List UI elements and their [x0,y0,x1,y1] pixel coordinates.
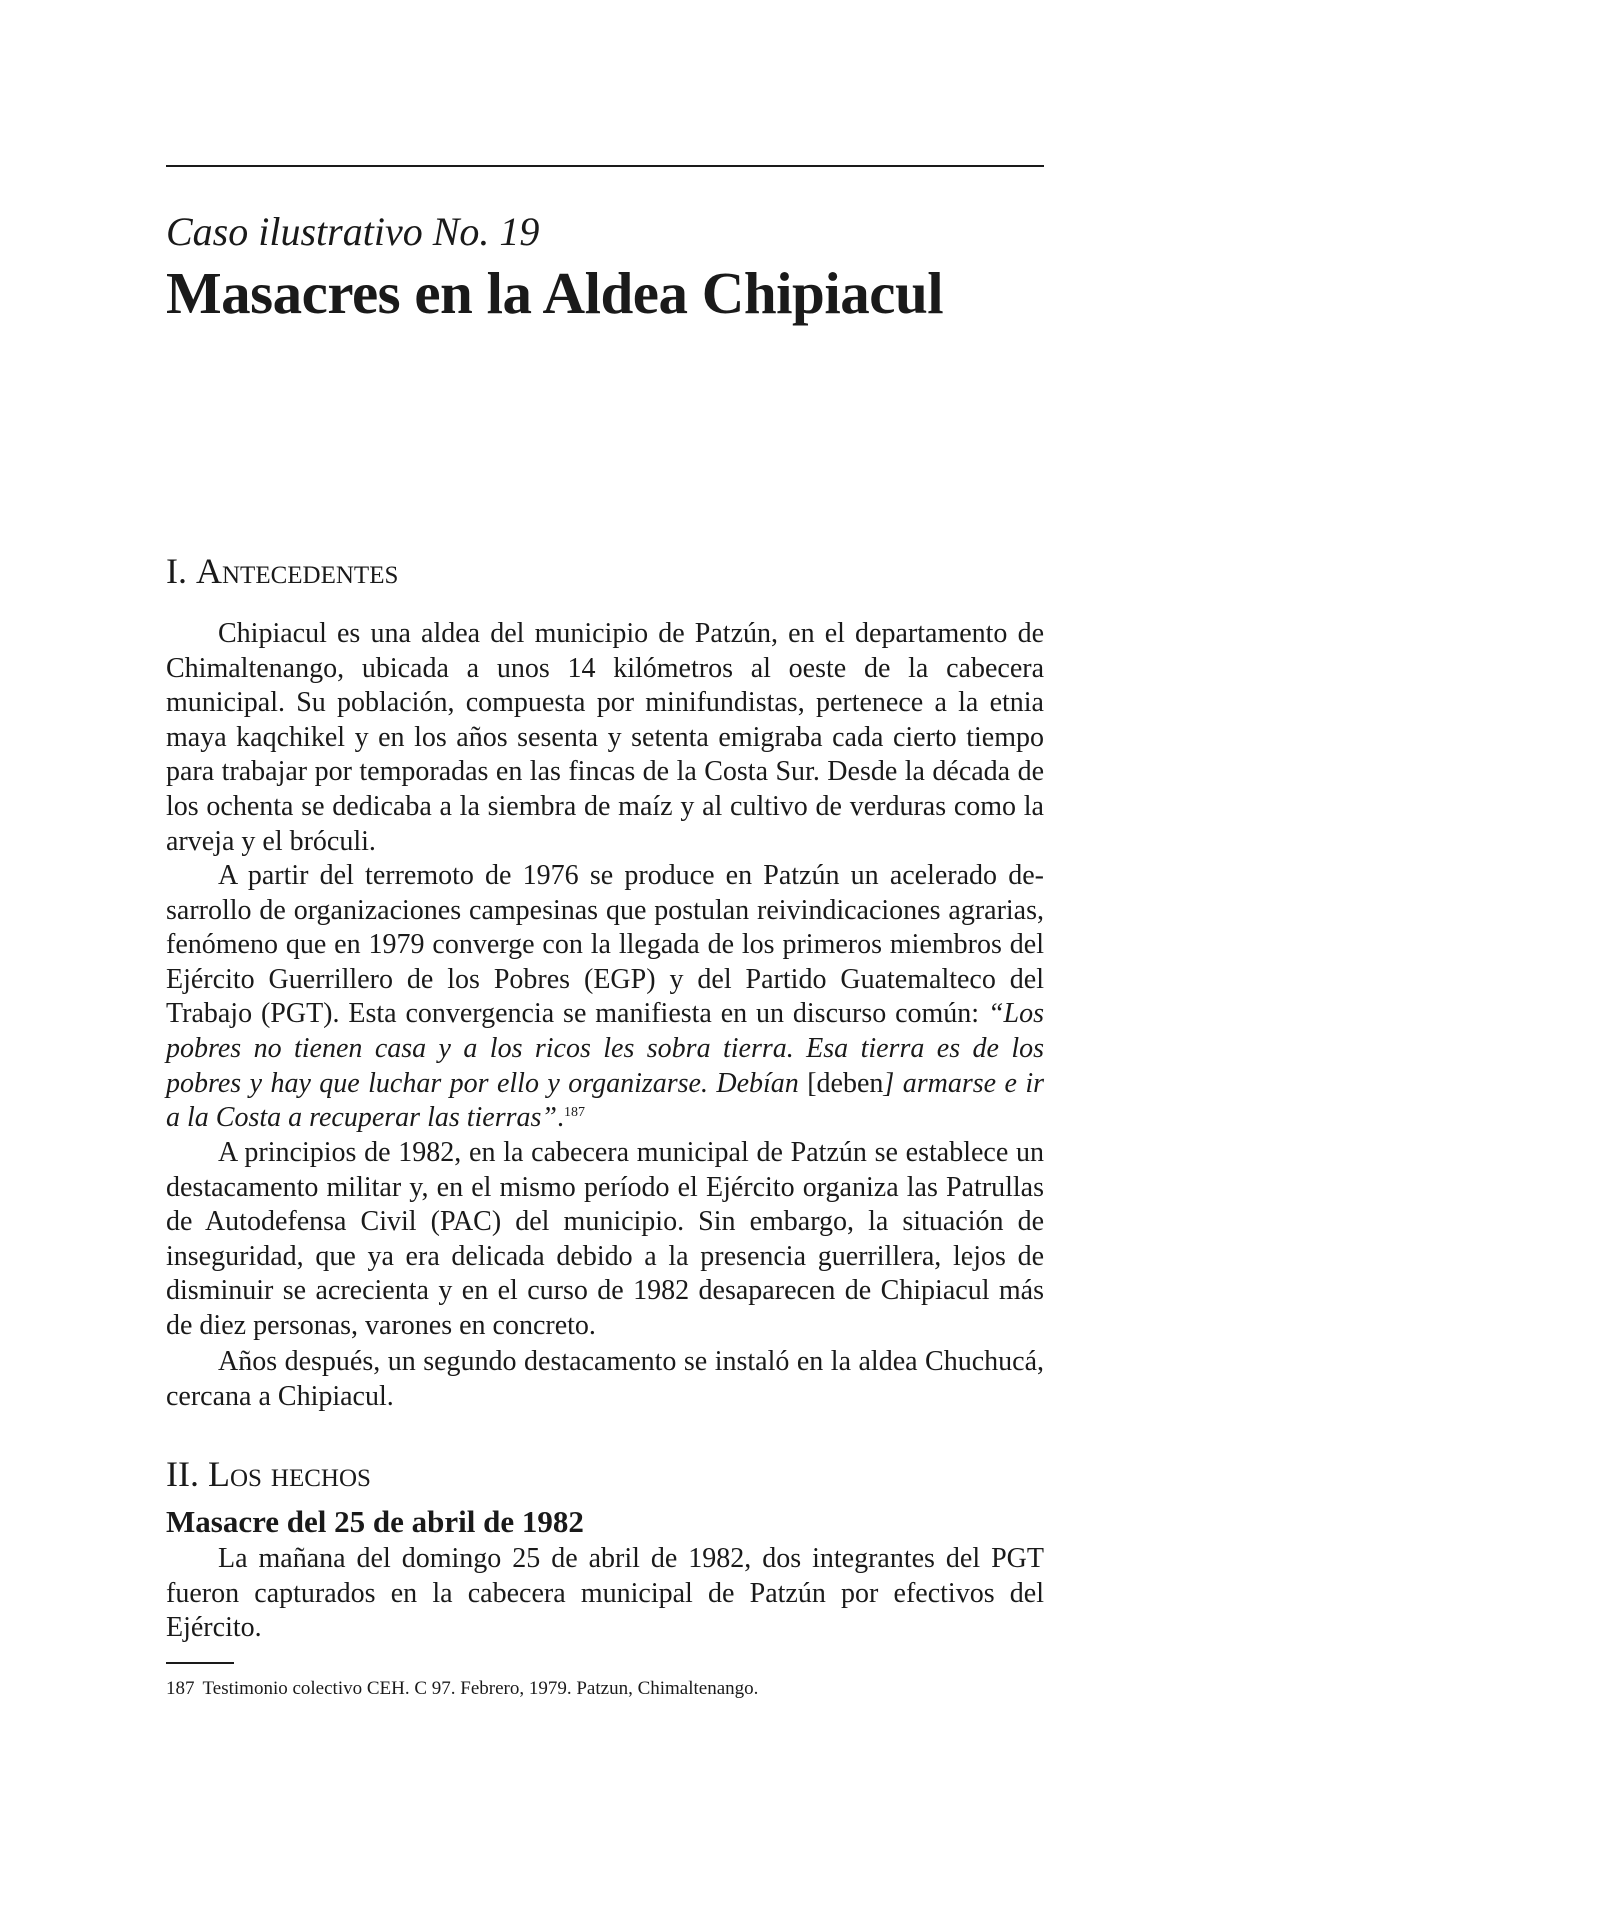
section-heading-antecedentes [166,549,398,593]
paragraph [166,859,1044,1136]
editorial-bracket: [deben [807,1067,884,1099]
page-title: Masacres en la Aldea Chipiacul [166,260,944,326]
paragraph: Chipiacul es una aldea del municipio de Patzún, en el departamento de Chimaltenango, ubicada a unos 14 kilómetros al oeste de la cabecera municipal. Su población, compuesta por minifundistas, pertenece a la etnia maya kaqchikel y en los años sesenta y setenta emigraba cada cierto tiempo para trabajar por temporadas en las fincas de la Costa Sur. Desde la década de los ochenta se dedicaba a la siembra de maíz y al cultivo de verduras como la arveja y el bróculi. [166,618,1044,857]
section-heading-los-hechos [166,1452,371,1496]
top-rule [166,165,1044,167]
quote-end: . [557,1102,564,1134]
paragraph: La mañana del domingo 25 de abril de 1982, dos integrantes del PGT fueron capturados en la cabecera municipal de Patzún por efectivos del Ejército. [166,1543,1044,1644]
footnote-text: Testimonio colectivo CEH. C 97. Febrero, 1979. Patzun, Chimaltenango. [202,1678,759,1699]
section-numeral: I. [166,551,187,591]
case-label: Caso ilustrativo No. 19 [166,209,540,254]
footnote [166,1676,758,1702]
footnote-number: 187 [166,1678,195,1699]
paragraph: A principios de 1982, en la cabecera municipal de Patzún se establece un destacamento militar y, en el mismo período el Ejército organiza las Patrullas de Autodefensa Civil (PAC) del municipio. Sin embargo, la situación de inseguridad, que ya era delicada debido a la presencia guerrillera, lejos de disminuir se acrecienta y en el curso de 1982 desaparecen de Chipiacul más de diez personas, varones en concreto. [166,1137,1044,1341]
quote-text: ] armarse e ir a la Costa a recuperar las tierras” [166,1067,1045,1134]
paragraph-text: A partir del terremoto de 1976 se produce en Patzún un acelerado desarrollo de organizaciones campesinas que postulan reivindicaciones agrarias, fenómeno que en 1979 converge con la llegada de los primeros miembros del Ejército Guerrillero de los Pobres (EGP) y del Partido Guatemalteco del Trabajo (PGT). Esta convergencia se manifiesta en un discurso común: [166,860,1044,1030]
section-numeral: II. [166,1454,199,1494]
section-heading-text: Los hechos [207,1454,371,1494]
footnote-reference[interactable]: 187 [564,1105,585,1121]
quote-text: “Los pobres no tienen casa y a los ricos les sobra tierra. Esa tierra es de los pobres y hay que luchar por ello y organizarse. Debían [166,998,1044,1099]
section-heading-text: Antecedentes [196,551,399,591]
paragraph: Años después, un segundo destacamento se instaló en la aldea Chuchucá, cercana a Chipiacul. [166,1346,1044,1412]
subheading: Masacre del 25 de abril de 1982 [166,1504,584,1539]
footnote-rule [166,1662,234,1664]
